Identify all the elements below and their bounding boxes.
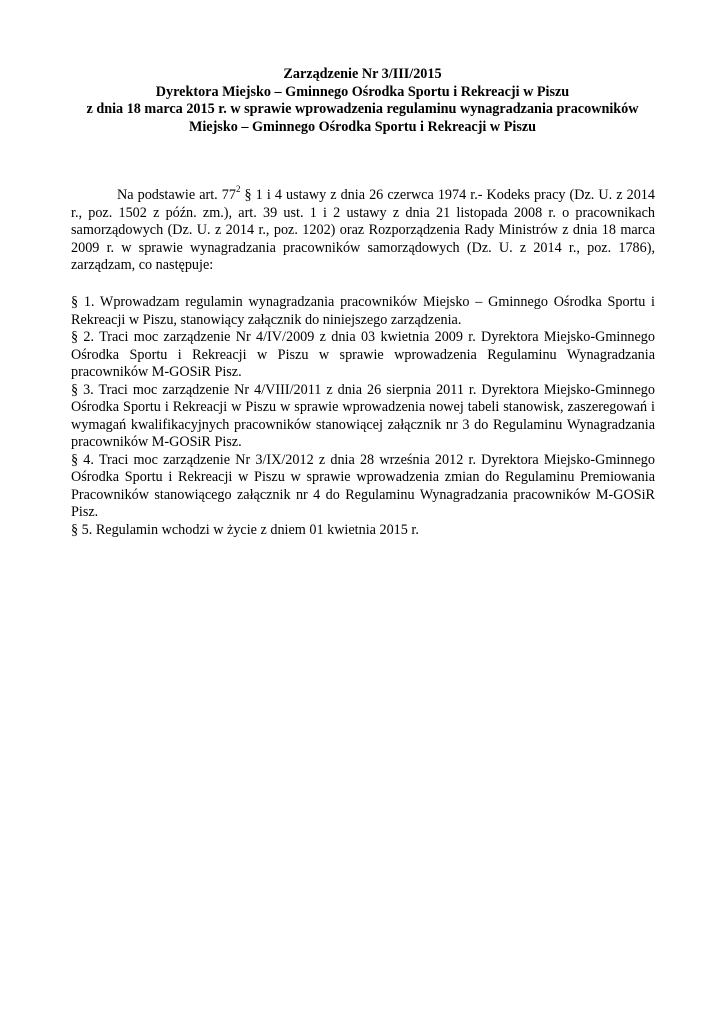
title-line-4: Miejsko – Gminnego Ośrodka Sportu i Rekreacji w Piszu — [188, 118, 537, 135]
paragraph-3: § 3. Traci moc zarządzenie Nr 4/VIII/2011 z dnia 26 sierpnia 2011 r. Dyrektora Miejsko-Gminnego Ośrodka Sportu i Rekreacji w Piszu w sprawie wprowadzenia nowej tabeli stanowisk, zaszeregowań i wymagań kwalifikacyjnych pracowników stanowiącej załącznik nr 3 do Regulaminu Wynagradzania pracowników M-GOSiR Pisz. — [71, 381, 655, 450]
intro-text-start: Na podstawie art. 77 — [117, 187, 236, 203]
document-title — [60, 66, 665, 136]
paragraph-list — [71, 294, 655, 539]
title-line-3: z dnia 18 marca 2015 r. w sprawie wprowadzenia regulaminu wynagradzania pracowników — [86, 101, 639, 118]
intro-paragraph — [71, 184, 655, 275]
title-line-2: Dyrektora Miejsko – Gminnego Ośrodka Sportu i Rekreacji w Piszu — [155, 83, 570, 100]
paragraph-1: § 1. Wprowadzam regulamin wynagradzania pracowników Miejsko – Gminnego Ośrodka Sportu i Rekreacji w Piszu, stanowiący załącznik do niniejszego zarządzenia. — [71, 294, 655, 328]
intro-text-rest: § 1 i 4 ustawy z dnia 26 czerwca 1974 r.- Kodeks pracy (Dz. U. z 2014 r., poz. 1502 z późn. zm.), art. 39 ust. 1 i 2 ustawy z dnia 21 listopada 2008 r. o pracownikach samorządowych (Dz. U. z 2014 r., poz. 1202) oraz Rozporządzenia Rady Ministrów z dnia 18 marca 2009 r. w sprawie wynagradzania pracowników samorządowych (Dz. U. z 2014 r., poz. 1786), zarządzam, co następuje: — [71, 187, 655, 273]
paragraph-2: § 2. Traci moc zarządzenie Nr 4/IV/2009 z dnia 03 kwietnia 2009 r. Dyrektora Miejsko-Gminnego Ośrodka Sportu i Rekreacji w Piszu w sprawie wprowadzenia Regulaminu Wynagradzania pracowników M-GOSiR Pisz. — [71, 329, 655, 380]
intro-superscript: 2 — [235, 184, 241, 195]
paragraph-5: § 5. Regulamin wchodzi w życie z dniem 01 kwietnia 2015 r. — [71, 521, 419, 538]
paragraph-4: § 4. Traci moc zarządzenie Nr 3/IX/2012 z dnia 28 września 2012 r. Dyrektora Miejsko-Gminnego Ośrodka Sportu i Rekreacji w Piszu w sprawie wprowadzenia zmian do Regulaminu Premiowania Pracowników stanowiącego załącznik nr 4 do Regulaminu Wynagradzania pracowników M-GOSiR Pisz. — [71, 451, 655, 520]
title-line-1: Zarządzenie Nr 3/III/2015 — [283, 66, 442, 82]
